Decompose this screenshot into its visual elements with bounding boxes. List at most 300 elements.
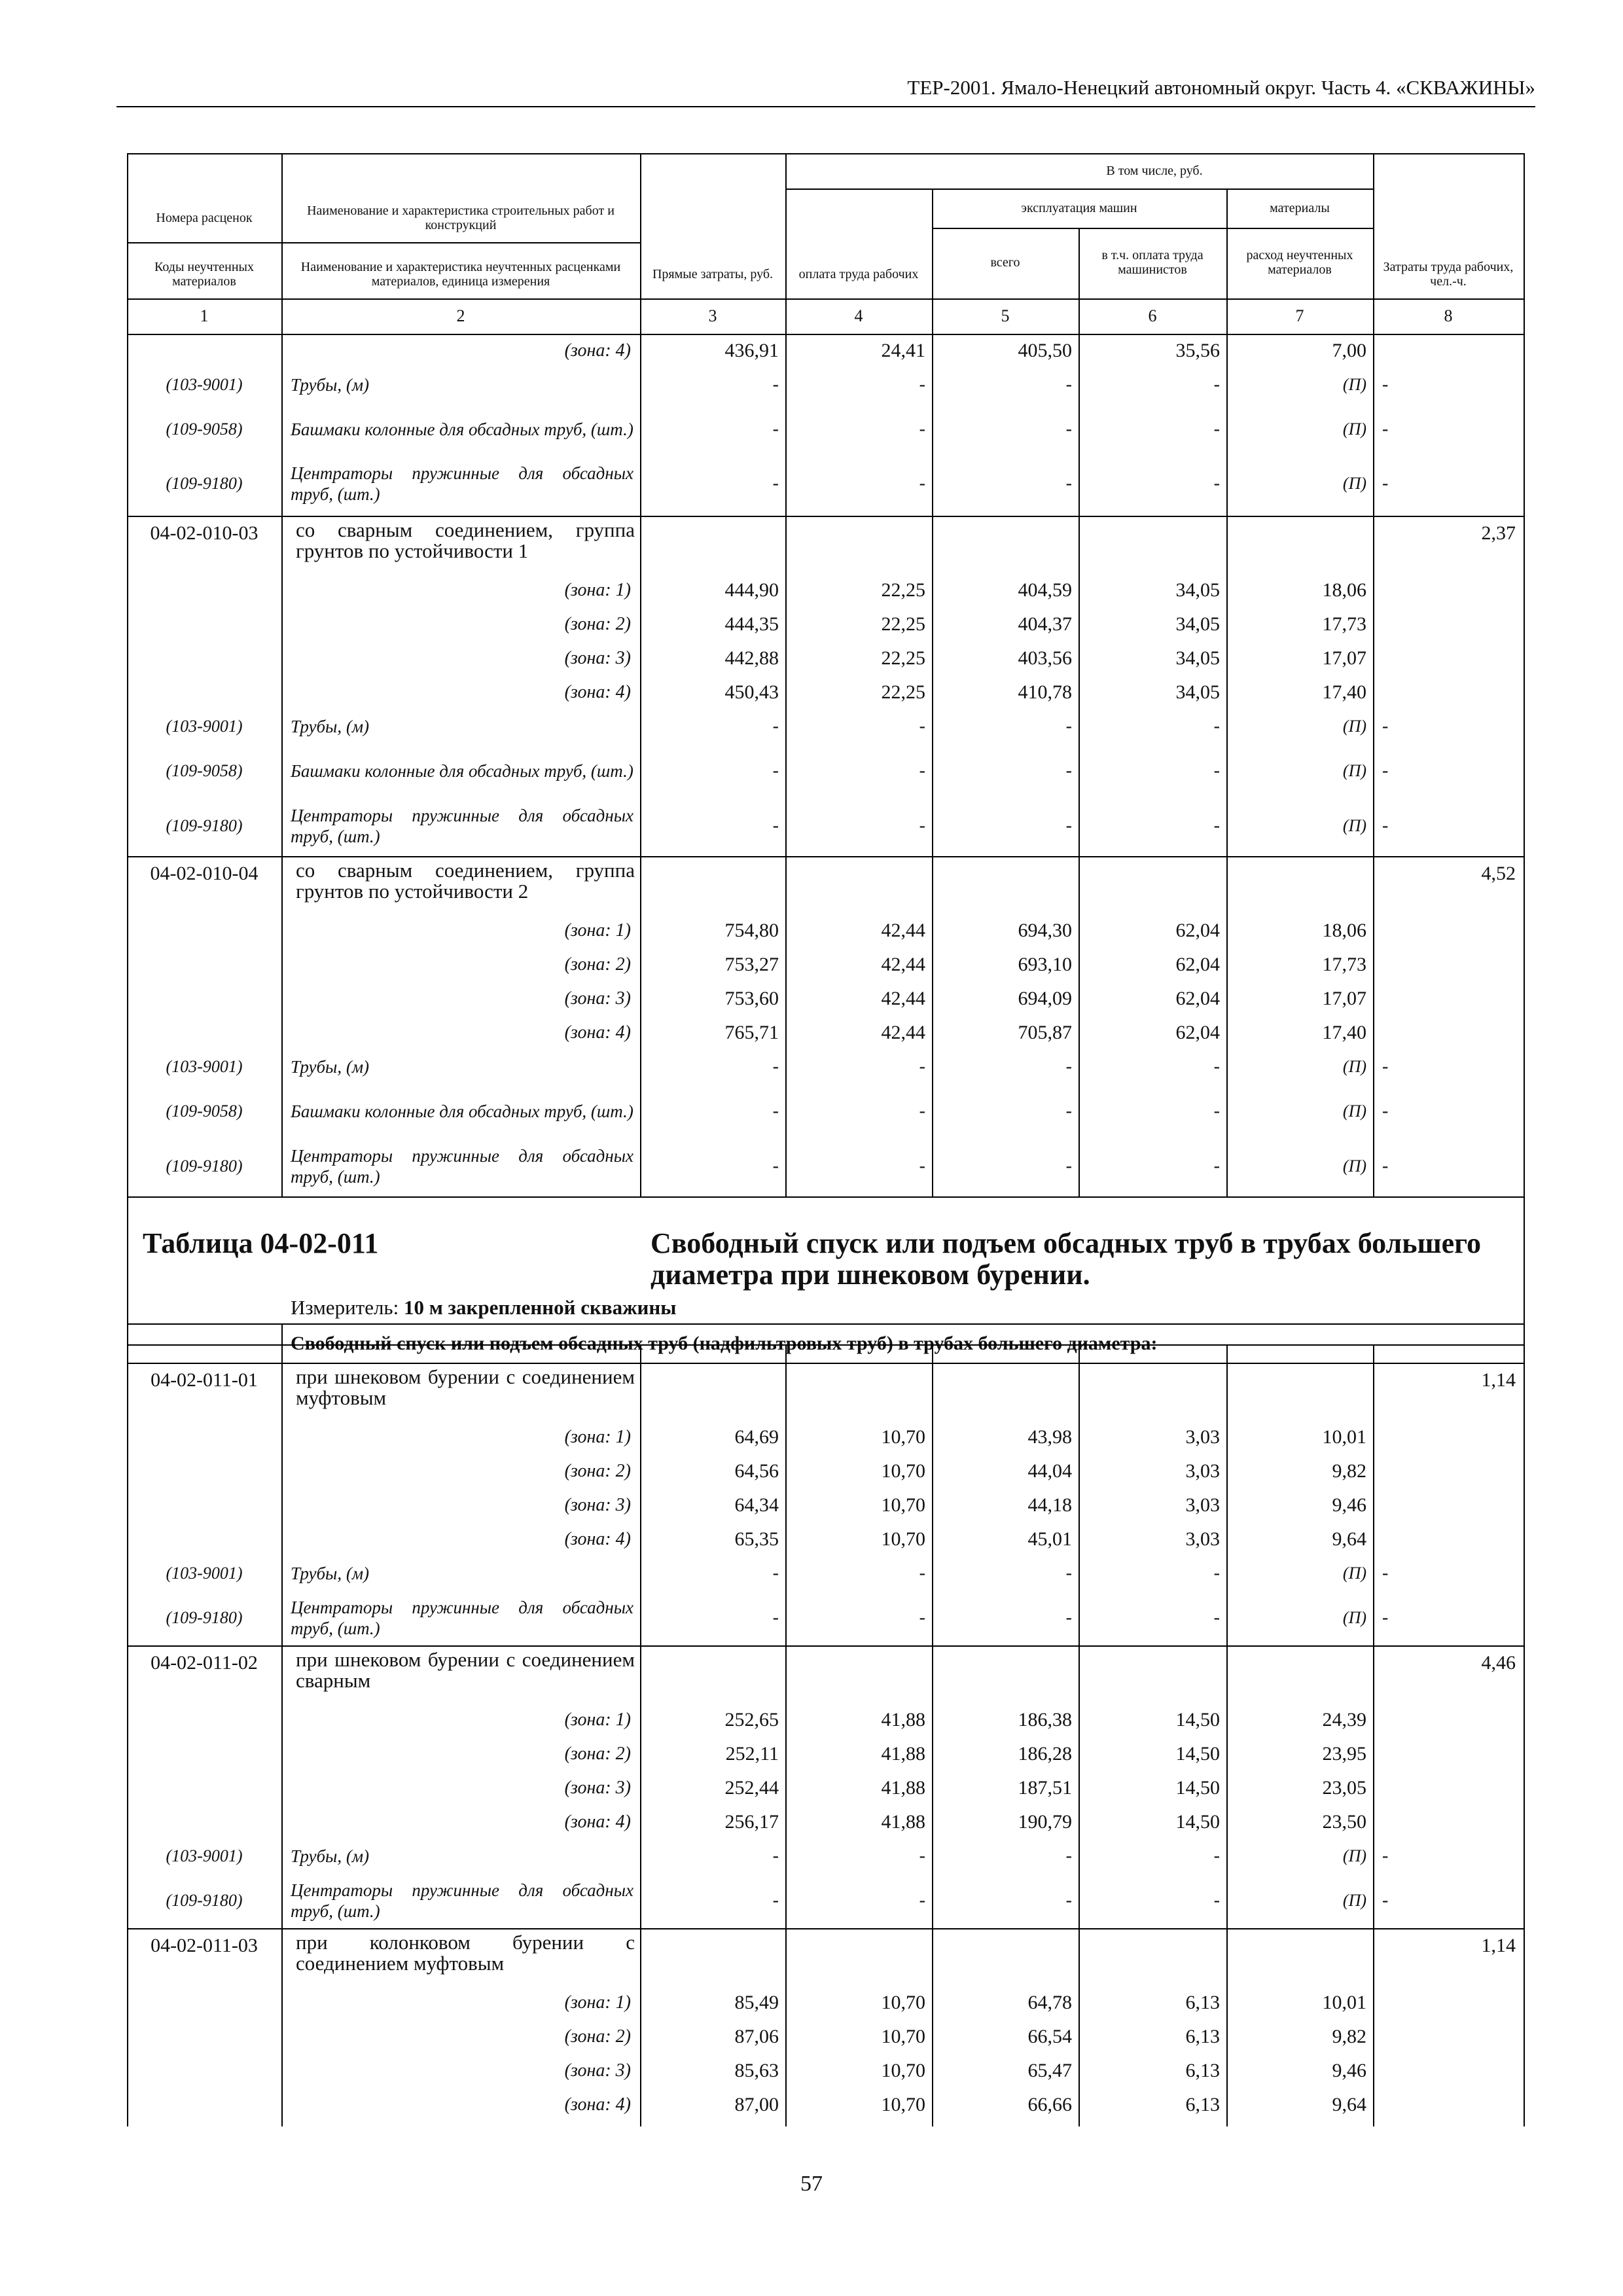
zone-value: 17,73 bbox=[1322, 954, 1366, 975]
zone-label: (зона: 3) bbox=[564, 1778, 631, 1798]
zone-value: 62,04 bbox=[1175, 920, 1220, 941]
material-dash: - bbox=[919, 473, 925, 493]
material-name: Трубы, (м) bbox=[291, 375, 370, 395]
material-name: Башмаки колонные для обсадных труб, (шт.) bbox=[291, 420, 633, 439]
zone-value: 10,70 bbox=[881, 1528, 925, 1550]
material-dash: - bbox=[1382, 1156, 1389, 1176]
zone-value: 22,25 bbox=[881, 647, 925, 669]
material-dash: - bbox=[919, 1890, 925, 1910]
zone-row bbox=[127, 982, 1524, 1016]
running-header: ТЕР-2001. Ямало-Ненецкий автономный округ. Часть 4. «СКВАЖИНЫ» bbox=[116, 73, 1535, 107]
rates-table bbox=[127, 153, 1524, 2126]
zone-value: 10,70 bbox=[881, 2094, 925, 2115]
material-unaccounted: (П) bbox=[1342, 816, 1366, 835]
material-dash: - bbox=[1213, 1156, 1220, 1176]
zone-value: 66,54 bbox=[1027, 2026, 1072, 2047]
material-dash: - bbox=[919, 816, 925, 836]
material-name: Трубы, (м) bbox=[291, 1564, 370, 1583]
row-rule bbox=[127, 1928, 1524, 1929]
labor-cost: 4,52 bbox=[1481, 863, 1516, 884]
material-dash: - bbox=[1382, 1056, 1389, 1077]
zone-row bbox=[127, 641, 1524, 675]
zone-value: 35,56 bbox=[1175, 340, 1220, 361]
column-number: 8 bbox=[1444, 306, 1453, 325]
zone-label: (зона: 2) bbox=[564, 954, 631, 975]
material-unaccounted: (П) bbox=[1342, 1891, 1366, 1910]
zone-label: (зона: 4) bbox=[564, 340, 631, 361]
column-rule bbox=[1373, 1344, 1374, 2126]
zone-value: 42,44 bbox=[881, 1022, 925, 1043]
rate-description: со сварным соединением, группа грунтов по устойчивости 2 bbox=[296, 859, 635, 903]
zone-value: 10,70 bbox=[881, 1460, 925, 1482]
zone-value: 404,59 bbox=[1018, 579, 1072, 601]
material-dash: - bbox=[772, 473, 779, 493]
material-dash: - bbox=[1213, 1056, 1220, 1077]
zone-value: 64,56 bbox=[734, 1460, 779, 1482]
material-dash: - bbox=[772, 1607, 779, 1628]
zone-value: 694,30 bbox=[1018, 920, 1072, 941]
material-name: Центраторы пружинные для обсадных труб, (шт.) bbox=[291, 1598, 633, 1638]
rate-row bbox=[127, 1363, 1524, 1420]
zone-value: 10,01 bbox=[1322, 1426, 1366, 1448]
material-row bbox=[127, 744, 1524, 798]
material-dash: - bbox=[1382, 1890, 1389, 1910]
material-code: (109-9058) bbox=[166, 761, 243, 780]
zone-value: 34,05 bbox=[1175, 613, 1220, 635]
header-materials: материалы bbox=[1270, 201, 1330, 215]
zone-value: 252,44 bbox=[724, 1777, 779, 1799]
column-number: 7 bbox=[1295, 306, 1304, 325]
material-dash: - bbox=[919, 1101, 925, 1121]
zone-label: (зона: 3) bbox=[564, 988, 631, 1009]
zone-value: 65,35 bbox=[734, 1528, 779, 1550]
zone-value: 252,65 bbox=[724, 1709, 779, 1731]
row-rule bbox=[127, 516, 1524, 517]
row-rule bbox=[127, 1323, 1524, 1325]
labor-cost: 4,46 bbox=[1481, 1652, 1516, 1674]
material-dash: - bbox=[919, 419, 925, 439]
zone-label: (зона: 3) bbox=[564, 1495, 631, 1515]
zone-value: 694,09 bbox=[1018, 988, 1072, 1009]
header-worker-pay: оплата труда рабочих bbox=[798, 267, 919, 281]
material-dash: - bbox=[1213, 1890, 1220, 1910]
zone-value: 42,44 bbox=[881, 988, 925, 1009]
zone-value: 41,88 bbox=[881, 1777, 925, 1799]
material-dash: - bbox=[772, 1846, 779, 1866]
material-unaccounted: (П) bbox=[1342, 1608, 1366, 1627]
rate-description: при шнековом бурении с соединением сварным bbox=[296, 1648, 635, 1692]
rate-code: 04-02-010-04 bbox=[150, 863, 259, 884]
material-name: Башмаки колонные для обсадных труб, (шт.) bbox=[291, 761, 633, 781]
material-row bbox=[127, 457, 1524, 511]
material-dash: - bbox=[1065, 1846, 1072, 1866]
material-code: (109-9180) bbox=[166, 474, 243, 493]
material-unaccounted: (П) bbox=[1342, 1564, 1366, 1583]
material-name: Трубы, (м) bbox=[291, 717, 370, 736]
zone-row bbox=[127, 1454, 1524, 1488]
row-rule bbox=[127, 1363, 1524, 1364]
material-dash: - bbox=[1382, 1607, 1389, 1628]
material-code: (109-9180) bbox=[166, 816, 243, 835]
zone-value: 9,64 bbox=[1332, 2094, 1366, 2115]
material-dash: - bbox=[1065, 1607, 1072, 1628]
header-rule bbox=[785, 188, 1373, 190]
zone-value: 22,25 bbox=[881, 579, 925, 601]
material-code: (109-9058) bbox=[166, 420, 243, 439]
material-dash: - bbox=[772, 716, 779, 736]
material-dash: - bbox=[919, 1056, 925, 1077]
material-dash: - bbox=[919, 716, 925, 736]
zone-value: 66,66 bbox=[1027, 2094, 1072, 2115]
zone-value: 24,39 bbox=[1322, 1709, 1366, 1731]
column-rule bbox=[932, 188, 933, 1196]
header-work-name: Наименование и характеристика строительных работ и конструкций bbox=[307, 204, 615, 232]
material-dash: - bbox=[1065, 761, 1072, 781]
material-dash: - bbox=[1382, 419, 1389, 439]
material-dash: - bbox=[772, 761, 779, 781]
material-dash: - bbox=[1065, 716, 1072, 736]
zone-value: 34,05 bbox=[1175, 579, 1220, 601]
row-rule bbox=[127, 1645, 1524, 1647]
material-dash: - bbox=[1213, 419, 1220, 439]
zone-value: 14,50 bbox=[1175, 1777, 1220, 1799]
column-rule bbox=[1079, 228, 1080, 1196]
header-labor-costs: Затраты труда рабочих, чел.-ч. bbox=[1383, 260, 1514, 289]
material-dash: - bbox=[1213, 1563, 1220, 1583]
zone-value: 6,13 bbox=[1185, 2026, 1220, 2047]
zone-row bbox=[127, 1016, 1524, 1050]
material-code: (103-9001) bbox=[166, 1057, 243, 1076]
header-in-total: В том числе, руб. bbox=[1106, 164, 1203, 178]
zone-value: 14,50 bbox=[1175, 1743, 1220, 1765]
material-row bbox=[127, 1839, 1524, 1873]
zone-value: 17,07 bbox=[1322, 647, 1366, 669]
zone-row bbox=[127, 2054, 1524, 2088]
material-dash: - bbox=[1213, 1607, 1220, 1628]
header-material-codes: Коды неучтенных материалов bbox=[154, 260, 254, 289]
zone-value: 18,06 bbox=[1322, 920, 1366, 941]
material-unaccounted: (П) bbox=[1342, 1157, 1366, 1175]
column-rule bbox=[281, 1344, 283, 2126]
zone-value: 9,46 bbox=[1332, 2060, 1366, 2081]
zone-value: 85,63 bbox=[734, 2060, 779, 2081]
material-dash: - bbox=[1065, 1563, 1072, 1583]
material-dash: - bbox=[1213, 473, 1220, 493]
zone-value: 450,43 bbox=[724, 681, 779, 703]
header-rule bbox=[127, 242, 640, 243]
header-machines-total: всего bbox=[990, 255, 1020, 270]
material-unaccounted: (П) bbox=[1342, 420, 1366, 439]
column-rule bbox=[785, 1344, 787, 2126]
material-dash: - bbox=[772, 1156, 779, 1176]
zone-value: 41,88 bbox=[881, 1709, 925, 1731]
material-unaccounted: (П) bbox=[1342, 761, 1366, 780]
zone-value: 44,04 bbox=[1027, 1460, 1072, 1482]
material-dash: - bbox=[1382, 716, 1389, 736]
column-number: 1 bbox=[200, 306, 209, 325]
zone-row bbox=[127, 948, 1524, 982]
rate-description: при колонковом бурении с соединением муфтовым bbox=[296, 1931, 635, 1975]
material-name: Центраторы пружинные для обсадных труб, (шт.) bbox=[291, 806, 633, 846]
zone-value: 44,18 bbox=[1027, 1494, 1072, 1516]
column-rule bbox=[640, 153, 641, 1196]
material-dash: - bbox=[1382, 816, 1389, 836]
zone-label: (зона: 1) bbox=[564, 580, 631, 600]
zone-value: 87,00 bbox=[734, 2094, 779, 2115]
zone-value: 10,70 bbox=[881, 1494, 925, 1516]
zone-row bbox=[127, 573, 1524, 607]
material-dash: - bbox=[1065, 419, 1072, 439]
zone-value: 62,04 bbox=[1175, 1022, 1220, 1043]
zone-value: 87,06 bbox=[734, 2026, 779, 2047]
zone-value: 23,05 bbox=[1322, 1777, 1366, 1799]
zone-label: (зона: 4) bbox=[564, 1529, 631, 1549]
zone-value: 64,34 bbox=[734, 1494, 779, 1516]
material-dash: - bbox=[1065, 374, 1072, 395]
zone-value: 34,05 bbox=[1175, 681, 1220, 703]
row-rule bbox=[127, 856, 1524, 857]
column-number: 3 bbox=[708, 306, 717, 325]
zone-value: 43,98 bbox=[1027, 1426, 1072, 1448]
material-dash: - bbox=[1213, 1846, 1220, 1866]
zone-row bbox=[127, 2020, 1524, 2054]
zone-value: 10,70 bbox=[881, 2060, 925, 2081]
zone-label: (зона: 3) bbox=[564, 648, 631, 668]
zone-value: 45,01 bbox=[1027, 1528, 1072, 1550]
labor-cost: 1,14 bbox=[1481, 1369, 1516, 1391]
zone-row bbox=[127, 1703, 1524, 1737]
material-dash: - bbox=[919, 374, 925, 395]
material-row bbox=[127, 1590, 1524, 1645]
zone-value: 444,90 bbox=[724, 579, 779, 601]
rate-row bbox=[127, 1645, 1524, 1703]
column-rule bbox=[1373, 153, 1374, 1196]
material-dash: - bbox=[1065, 1101, 1072, 1121]
zone-value: 85,49 bbox=[734, 1992, 779, 2013]
material-dash: - bbox=[1382, 1101, 1389, 1121]
row-rule bbox=[127, 334, 1524, 335]
zone-label: (зона: 2) bbox=[564, 1744, 631, 1764]
zone-value: 754,80 bbox=[724, 920, 779, 941]
zone-label: (зона: 4) bbox=[564, 2094, 631, 2115]
column-rule bbox=[932, 1344, 933, 2126]
row-rule bbox=[127, 1344, 1524, 1346]
material-code: (103-9001) bbox=[166, 1564, 243, 1583]
material-unaccounted: (П) bbox=[1342, 1846, 1366, 1865]
material-dash: - bbox=[1213, 1101, 1220, 1121]
zone-value: 22,25 bbox=[881, 681, 925, 703]
material-dash: - bbox=[919, 1846, 925, 1866]
column-number: 2 bbox=[456, 306, 465, 325]
zone-value: 410,78 bbox=[1018, 681, 1072, 703]
rate-code: 04-02-010-03 bbox=[150, 522, 259, 544]
zone-value: 10,70 bbox=[881, 1992, 925, 2013]
material-row bbox=[127, 1084, 1524, 1139]
zone-value: 3,03 bbox=[1185, 1494, 1220, 1516]
zone-value: 14,50 bbox=[1175, 1811, 1220, 1833]
material-dash: - bbox=[772, 1563, 779, 1583]
zone-value: 24,41 bbox=[881, 340, 925, 361]
material-dash: - bbox=[919, 1156, 925, 1176]
measurement-label: Измеритель: bbox=[291, 1296, 399, 1319]
zone-value: 17,40 bbox=[1322, 1022, 1366, 1043]
material-row bbox=[127, 1873, 1524, 1928]
page-number: 57 bbox=[800, 2172, 823, 2196]
header-operator-pay: в т.ч. оплата труда машинистов bbox=[1101, 248, 1204, 277]
material-name: Трубы, (м) bbox=[291, 1846, 370, 1866]
zone-value: 34,05 bbox=[1175, 647, 1220, 669]
zone-label: (зона: 3) bbox=[564, 2060, 631, 2081]
zone-row bbox=[127, 1986, 1524, 2020]
zone-value: 444,35 bbox=[724, 613, 779, 635]
material-unaccounted: (П) bbox=[1342, 375, 1366, 394]
zone-label: (зона: 4) bbox=[564, 682, 631, 702]
column-rule bbox=[640, 1344, 641, 2126]
material-code: (109-9180) bbox=[166, 1608, 243, 1627]
material-dash: - bbox=[919, 761, 925, 781]
zone-value: 436,91 bbox=[724, 340, 779, 361]
zone-label: (зона: 1) bbox=[564, 1710, 631, 1730]
material-code: (109-9180) bbox=[166, 1891, 243, 1910]
column-rule bbox=[281, 153, 283, 1196]
zone-value: 62,04 bbox=[1175, 988, 1220, 1009]
material-dash: - bbox=[1382, 374, 1389, 395]
column-rule bbox=[127, 153, 128, 2126]
zone-value: 405,50 bbox=[1018, 340, 1072, 361]
material-code: (109-9180) bbox=[166, 1157, 243, 1175]
zone-value: 10,01 bbox=[1322, 1992, 1366, 2013]
material-dash: - bbox=[1382, 761, 1389, 781]
material-row bbox=[127, 798, 1524, 853]
zone-value: 62,04 bbox=[1175, 954, 1220, 975]
zone-value: 186,38 bbox=[1018, 1709, 1072, 1731]
material-dash: - bbox=[1213, 816, 1220, 836]
zone-value: 256,17 bbox=[724, 1811, 779, 1833]
zone-row bbox=[127, 1420, 1524, 1454]
zone-value: 42,44 bbox=[881, 954, 925, 975]
zone-value: 187,51 bbox=[1018, 1777, 1072, 1799]
header-material-name: Наименование и характеристика неучтенных расценками материалов, единица измерения bbox=[300, 260, 621, 289]
zone-value: 64,69 bbox=[734, 1426, 779, 1448]
material-dash: - bbox=[919, 1563, 925, 1583]
material-code: (109-9058) bbox=[166, 1102, 243, 1121]
zone-label: (зона: 2) bbox=[564, 2026, 631, 2047]
zone-value: 64,78 bbox=[1027, 1992, 1072, 2013]
zone-value: 42,44 bbox=[881, 920, 925, 941]
material-dash: - bbox=[1213, 716, 1220, 736]
table-number: Таблица 04-02-011 bbox=[143, 1227, 379, 1259]
zone-row bbox=[127, 1771, 1524, 1805]
zone-value: 18,06 bbox=[1322, 579, 1366, 601]
zone-label: (зона: 2) bbox=[564, 1461, 631, 1481]
zone-value: 9,64 bbox=[1332, 1528, 1366, 1550]
rate-code: 04-02-011-03 bbox=[151, 1935, 258, 1956]
zone-value: 693,10 bbox=[1018, 954, 1072, 975]
rate-row bbox=[127, 516, 1524, 573]
zone-row bbox=[127, 334, 1524, 368]
column-rule bbox=[1079, 1344, 1080, 2126]
zone-label: (зона: 1) bbox=[564, 1992, 631, 2013]
zone-value: 17,07 bbox=[1322, 988, 1366, 1009]
material-code: (103-9001) bbox=[166, 1846, 243, 1865]
material-dash: - bbox=[1213, 374, 1220, 395]
rate-description: со сварным соединением, группа грунтов по устойчивости 1 bbox=[296, 518, 635, 562]
material-dash: - bbox=[919, 1607, 925, 1628]
zone-row bbox=[127, 1522, 1524, 1556]
column-rule bbox=[785, 153, 787, 1196]
zone-value: 753,60 bbox=[724, 988, 779, 1009]
material-row bbox=[127, 709, 1524, 744]
material-dash: - bbox=[772, 816, 779, 836]
zone-value: 23,50 bbox=[1322, 1811, 1366, 1833]
material-dash: - bbox=[1065, 1056, 1072, 1077]
material-dash: - bbox=[772, 1890, 779, 1910]
row-rule bbox=[127, 298, 1524, 300]
material-unaccounted: (П) bbox=[1342, 1057, 1366, 1076]
material-dash: - bbox=[1382, 1846, 1389, 1866]
zone-row bbox=[127, 1488, 1524, 1522]
zone-value: 41,88 bbox=[881, 1743, 925, 1765]
zone-value: 6,13 bbox=[1185, 2094, 1220, 2115]
zone-label: (зона: 4) bbox=[564, 1812, 631, 1832]
material-dash: - bbox=[1065, 1156, 1072, 1176]
material-dash: - bbox=[1382, 473, 1389, 493]
zone-value: 10,70 bbox=[881, 2026, 925, 2047]
zone-value: 9,82 bbox=[1332, 2026, 1366, 2047]
zone-value: 10,70 bbox=[881, 1426, 925, 1448]
zone-value: 403,56 bbox=[1018, 647, 1072, 669]
material-row bbox=[127, 1556, 1524, 1590]
zone-value: 65,47 bbox=[1027, 2060, 1072, 2081]
measurement-unit bbox=[291, 1296, 677, 1319]
section-title: Свободный спуск или подъем обсадных труб (надфильтровых труб) в трубах большего диаметра: bbox=[291, 1333, 1158, 1354]
material-name: Центраторы пружинные для обсадных труб, (шт.) bbox=[291, 1880, 633, 1921]
zone-label: (зона: 4) bbox=[564, 1022, 631, 1043]
labor-cost: 1,14 bbox=[1481, 1935, 1516, 1956]
column-number: 5 bbox=[1001, 306, 1010, 325]
column-rule bbox=[1226, 188, 1228, 1196]
zone-value: 190,79 bbox=[1018, 1811, 1072, 1833]
zone-value: 186,28 bbox=[1018, 1743, 1072, 1765]
material-row bbox=[127, 1139, 1524, 1194]
zone-value: 753,27 bbox=[724, 954, 779, 975]
header-rate-numbers: Номера расценок bbox=[156, 211, 253, 225]
header-direct-costs: Прямые затраты, руб. bbox=[652, 267, 774, 281]
column-number: 6 bbox=[1148, 306, 1157, 325]
zone-row bbox=[127, 1805, 1524, 1839]
zone-value: 705,87 bbox=[1018, 1022, 1072, 1043]
zone-value: 22,25 bbox=[881, 613, 925, 635]
column-rule bbox=[281, 1323, 283, 1344]
zone-row bbox=[127, 675, 1524, 709]
zone-row bbox=[127, 2088, 1524, 2122]
material-dash: - bbox=[1065, 816, 1072, 836]
zone-value: 6,13 bbox=[1185, 2060, 1220, 2081]
material-dash: - bbox=[772, 1056, 779, 1077]
row-rule bbox=[127, 1196, 1524, 1198]
rate-row bbox=[127, 1928, 1524, 1986]
material-code: (103-9001) bbox=[166, 717, 243, 736]
zone-value: 252,11 bbox=[725, 1743, 779, 1765]
zone-value: 14,50 bbox=[1175, 1709, 1220, 1731]
zone-value: 41,88 bbox=[881, 1811, 925, 1833]
rate-code: 04-02-011-02 bbox=[151, 1652, 258, 1674]
material-dash: - bbox=[1382, 1563, 1389, 1583]
material-name: Башмаки колонные для обсадных труб, (шт.) bbox=[291, 1102, 633, 1121]
zone-row bbox=[127, 1737, 1524, 1771]
material-dash: - bbox=[772, 419, 779, 439]
column-number: 4 bbox=[854, 306, 863, 325]
